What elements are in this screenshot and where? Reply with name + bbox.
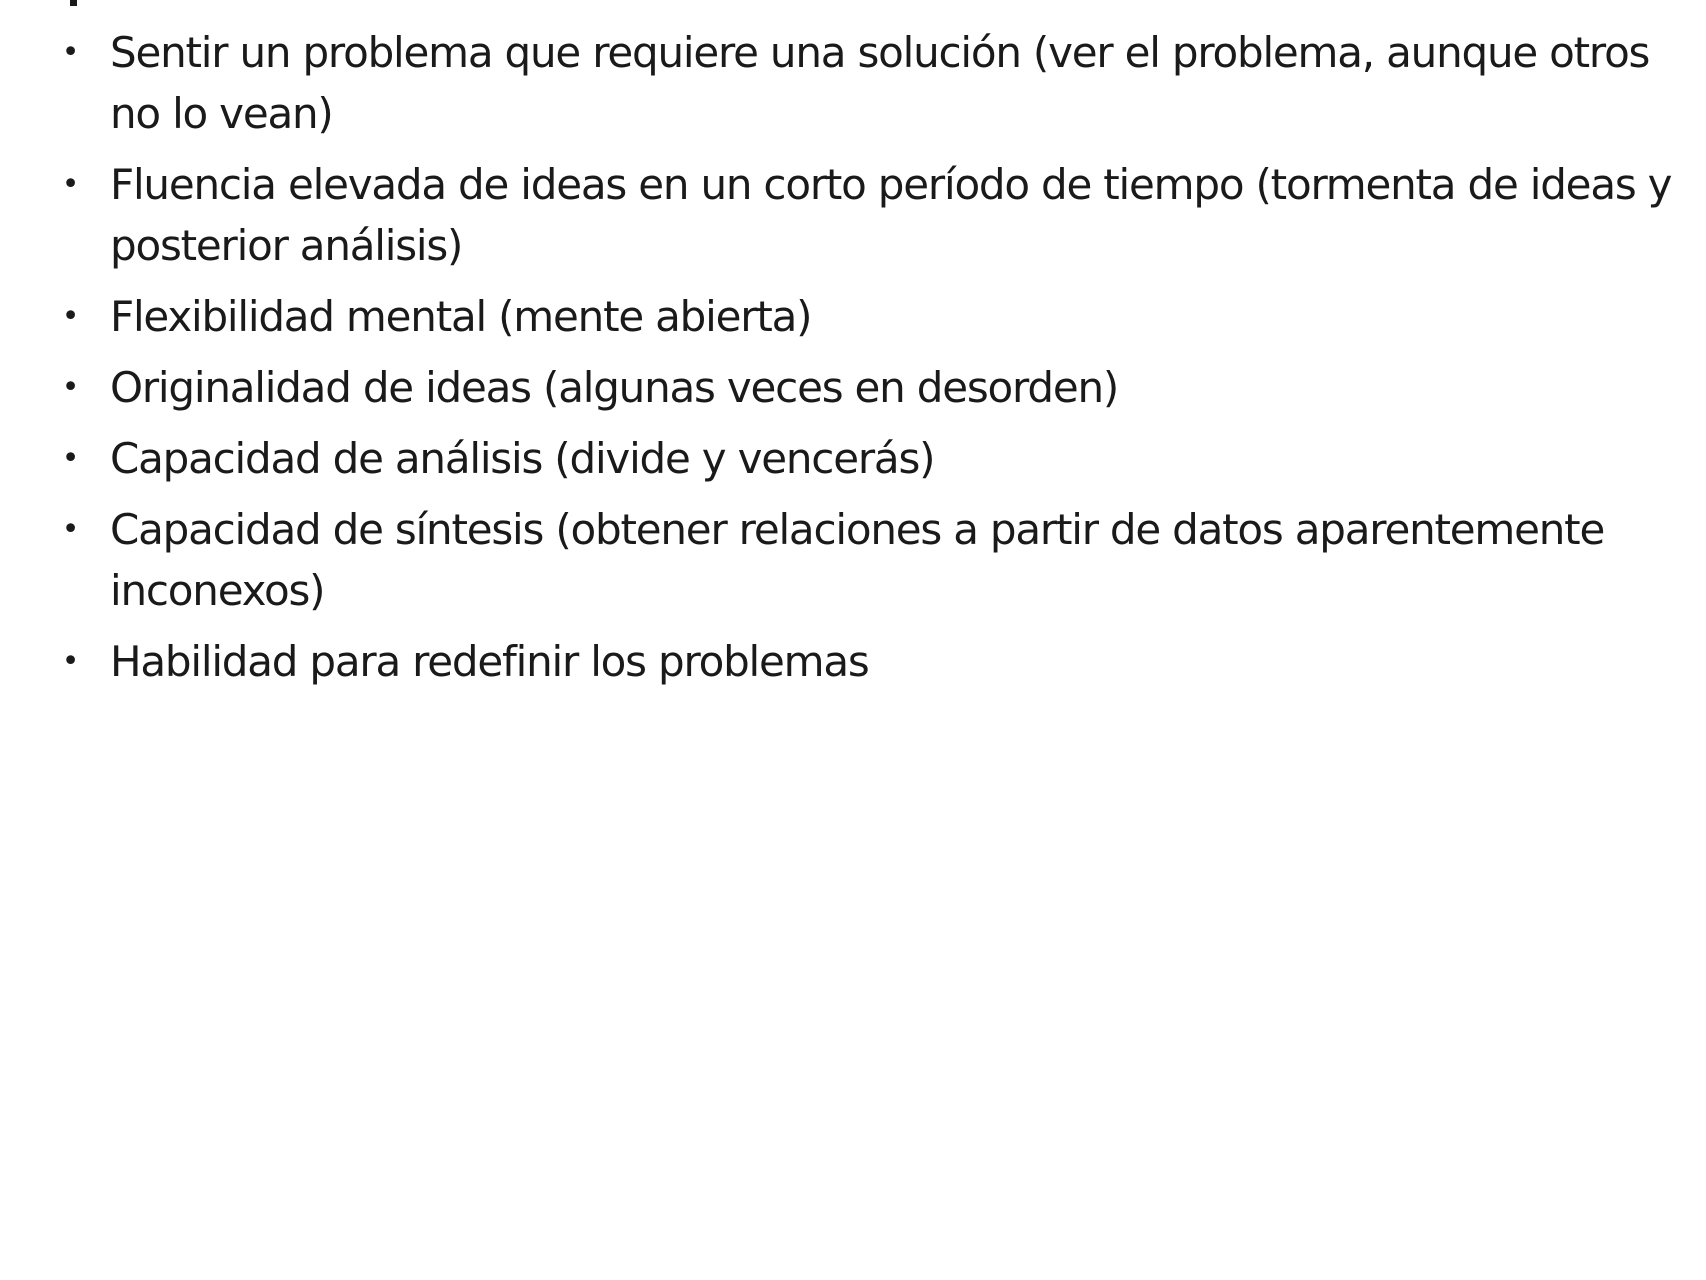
list-item-text: Sentir un problema que requiere una solución (ver el problema, aunque otros no lo vean)	[110, 28, 1650, 138]
bullet-icon: •	[61, 299, 79, 334]
bullet-icon: •	[61, 644, 79, 679]
list-item	[60, 357, 1680, 418]
bullet-icon: •	[61, 35, 79, 70]
list-item-text: Flexibilidad mental (mente abierta)	[110, 292, 812, 341]
list-item	[60, 286, 1680, 347]
list-item-text: Capacidad de análisis (divide y vencerás)	[110, 434, 935, 483]
list-item	[60, 22, 1680, 144]
list-item-text: Originalidad de ideas (algunas veces en desorden)	[110, 363, 1119, 412]
list-item	[60, 631, 1680, 692]
bullet-list	[60, 22, 1680, 702]
list-item	[60, 428, 1680, 489]
cropped-text-fragment	[70, 0, 77, 6]
list-item	[60, 154, 1680, 276]
list-item-text: Habilidad para redefinir los problemas	[110, 637, 869, 686]
bullet-icon: •	[61, 512, 79, 547]
list-item	[60, 499, 1680, 621]
list-item-text: Capacidad de síntesis (obtener relaciones a partir de datos aparentemente inconexos)	[110, 505, 1605, 615]
bullet-icon: •	[61, 441, 79, 476]
bullet-icon: •	[61, 167, 79, 202]
bullet-icon: •	[61, 370, 79, 405]
list-item-text: Fluencia elevada de ideas en un corto período de tiempo (tormenta de ideas y posterior análisis)	[110, 160, 1672, 270]
